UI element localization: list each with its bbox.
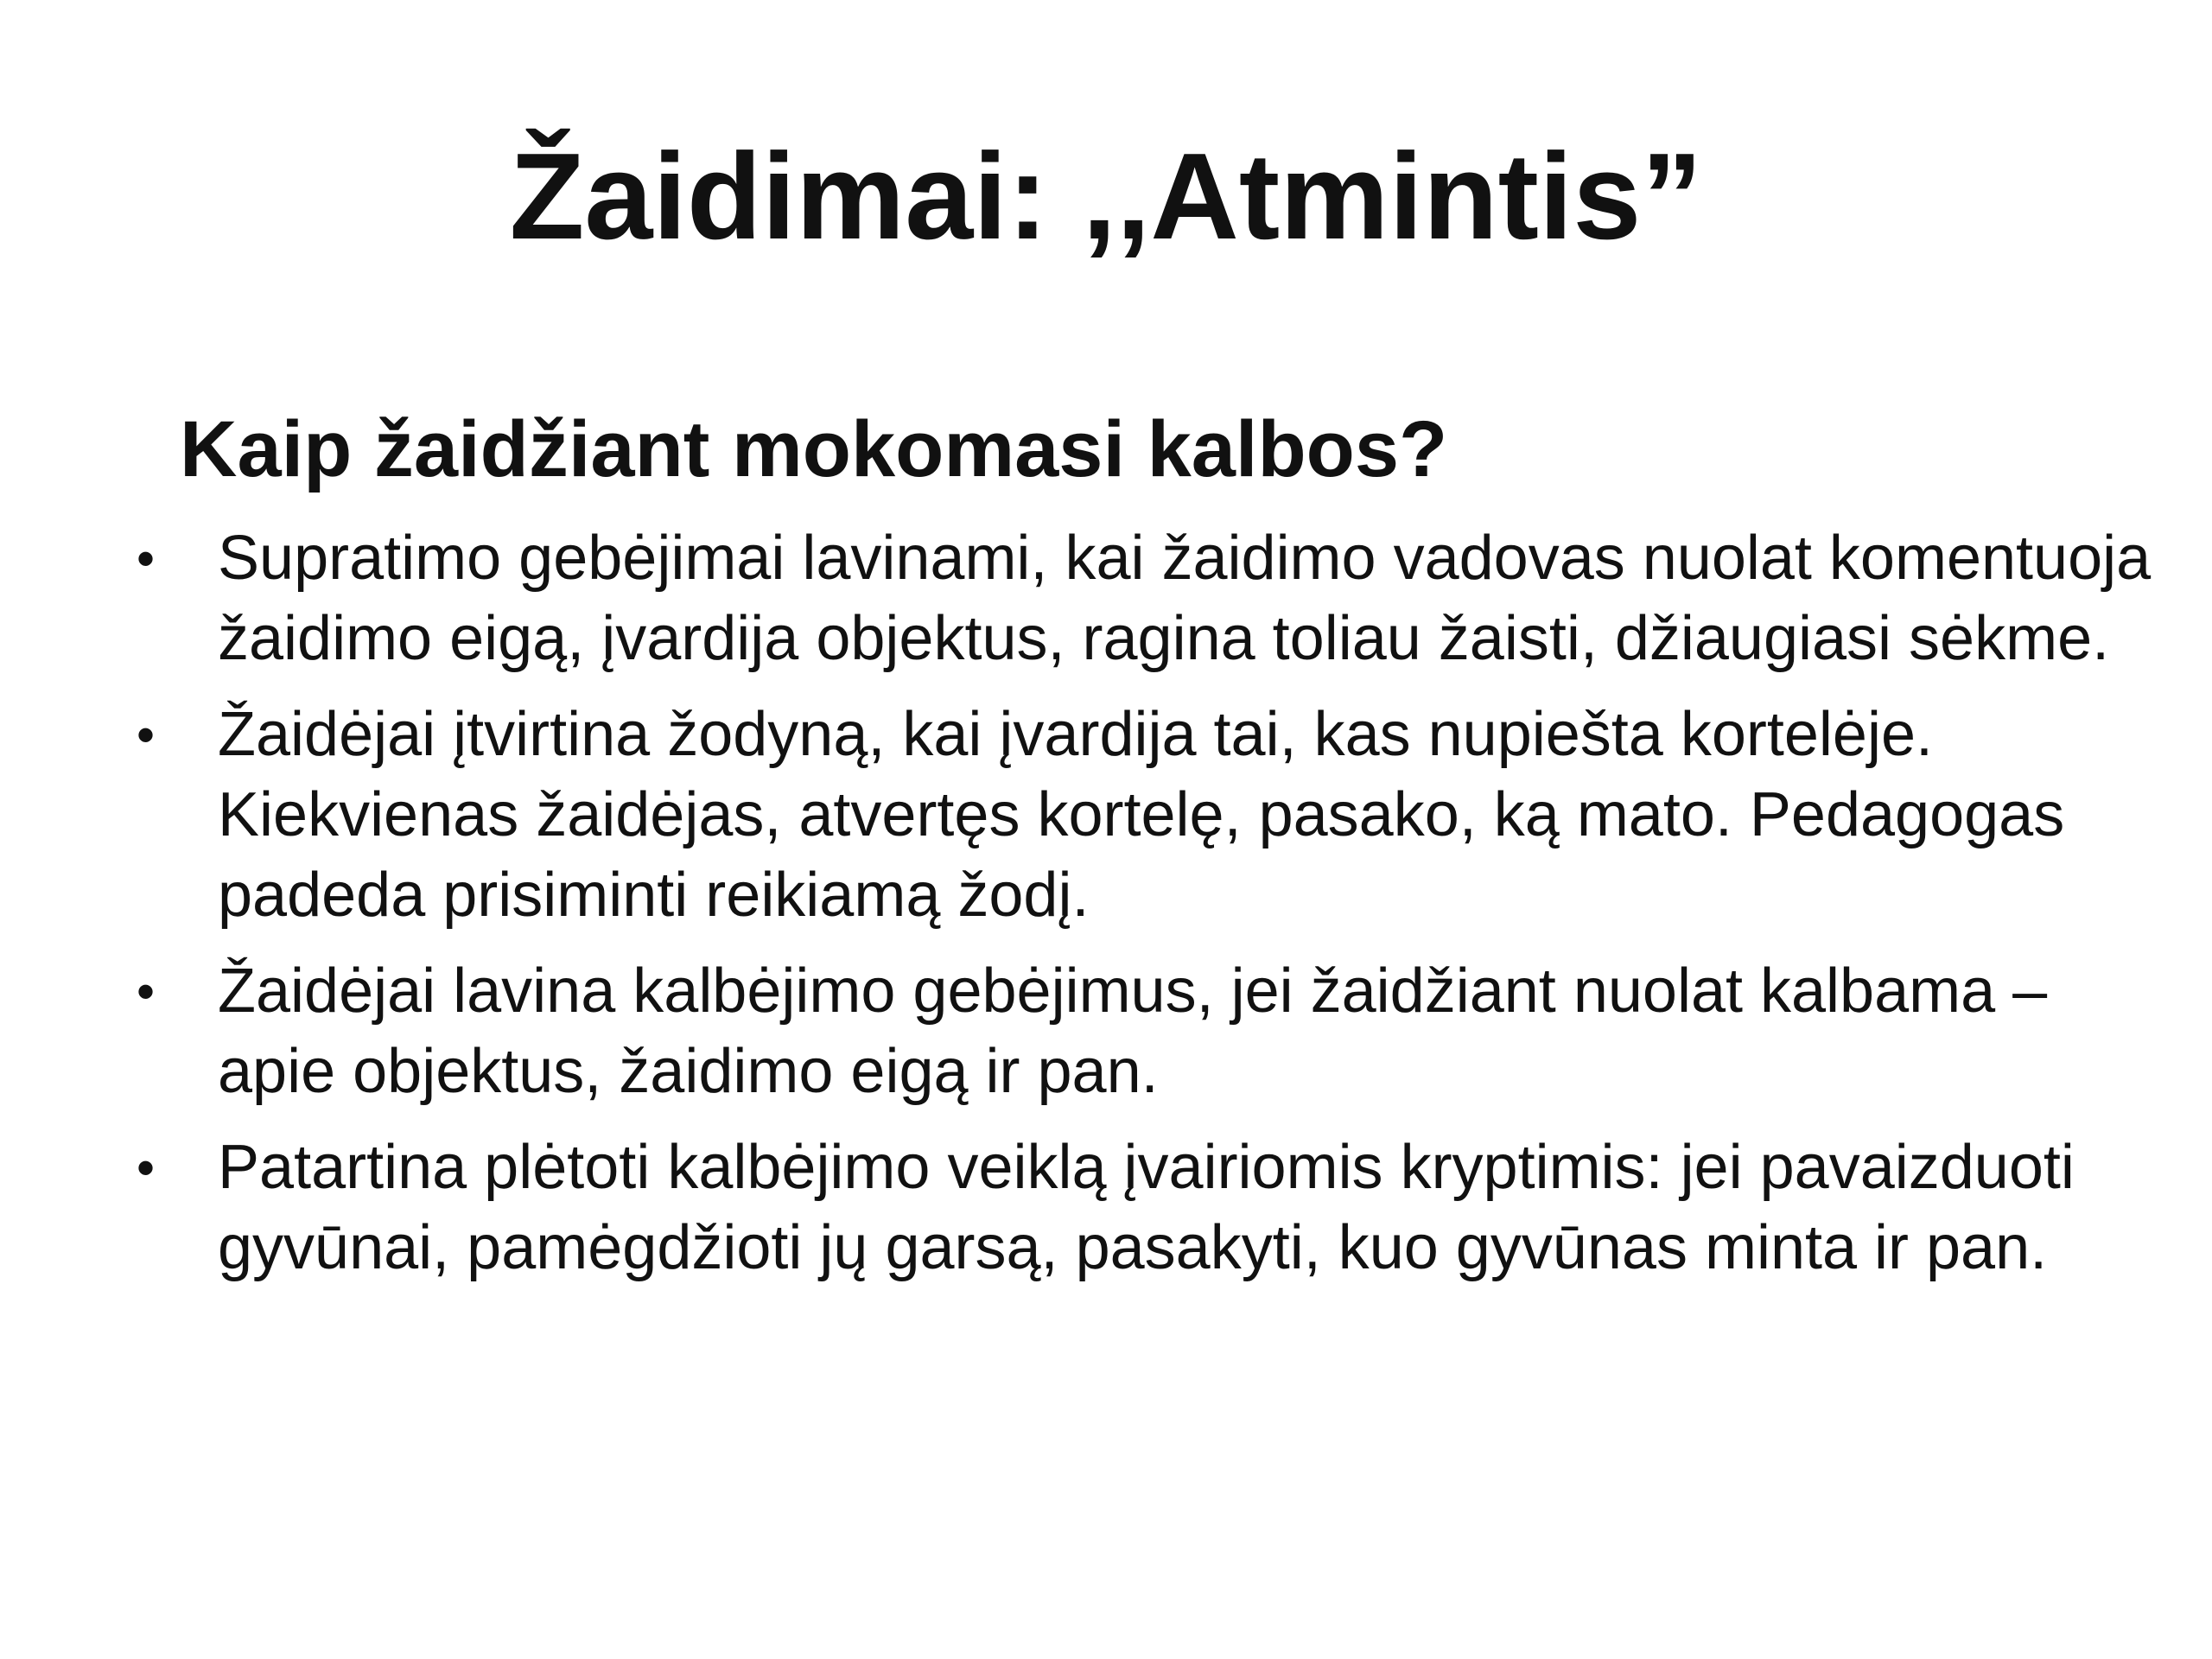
bullet-icon: •: [137, 1139, 156, 1197]
bullet-item: [130, 518, 2169, 679]
bullet-icon: •: [137, 530, 156, 588]
bullet-text: Žaidėjai lavina kalbėjimo gebėjimus, jei žaidžiant nuolat kalbama – apie objektus, žaidimo eigą ir pan.: [218, 957, 2048, 1106]
bullet-item: [130, 1128, 2169, 1288]
bullet-item: [130, 951, 2169, 1112]
bullet-text: Patartina plėtoti kalbėjimo veiklą įvairiomis kryptimis: jei pavaizduoti gyvūnai, pamėgdžioti jų garsą, pasakyti, kuo gyvūnas minta ir pan.: [218, 1133, 2075, 1282]
bullet-text: Supratimo gebėjimai lavinami, kai žaidimo vadovas nuolat komentuoja žaidimo eigą, įvardija objektus, ragina toliau žaisti, džiaugiasi sėkme.: [218, 524, 2152, 673]
slide-subtitle: Kaip žaidžiant mokomasi kalbos?: [180, 405, 1448, 493]
slide-title: Žaidimai: ,,Atmintis”: [509, 128, 1703, 265]
bullet-text: Žaidėjai įtvirtina žodyną, kai įvardija tai, kas nupiešta kortelėje. Kiekvienas žaidėjas, atvertęs kortelę, pasako, ką mato. Pedagogas padeda prisiminti reikiamą žodį.: [218, 700, 2065, 930]
bullet-icon: •: [137, 706, 156, 764]
bullet-list: [130, 518, 2169, 1304]
bullet-item: [130, 695, 2169, 936]
bullet-icon: •: [137, 963, 156, 1020]
